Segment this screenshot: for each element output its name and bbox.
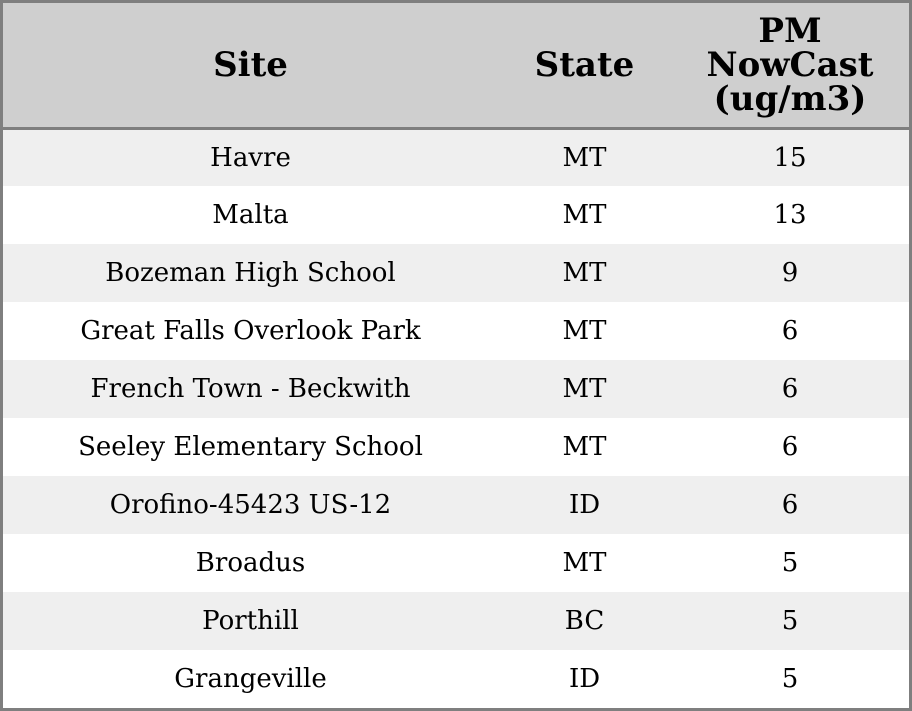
table-row: [3, 360, 909, 418]
header-row: [3, 3, 909, 128]
state-cell: ID: [568, 490, 601, 520]
table-body: [3, 128, 909, 707]
state-cell: ID: [568, 663, 601, 694]
pm-value-cell: 6: [781, 374, 799, 404]
table-row: [3, 650, 909, 707]
header-site-label: Site: [213, 44, 288, 85]
table-row: [3, 534, 909, 592]
pm-value-cell: 5: [781, 606, 799, 636]
table-row: [3, 476, 909, 534]
table-row: [3, 592, 909, 650]
site-cell: Porthill: [202, 606, 299, 636]
state-cell: MT: [562, 200, 607, 230]
state-cell: MT: [562, 374, 607, 404]
pm-value-cell: 6: [781, 490, 799, 520]
table-header: [3, 3, 909, 128]
pm-value-cell: 15: [773, 142, 807, 173]
header-pm-nowcast: [671, 3, 909, 128]
state-cell: MT: [562, 548, 607, 578]
pm-value-cell: 6: [781, 316, 799, 346]
state-cell: MT: [562, 316, 607, 346]
state-cell: MT: [562, 258, 607, 288]
site-cell: Broadus: [195, 548, 306, 578]
header-pm-line-2: NowCast: [706, 44, 874, 85]
state-cell: MT: [562, 142, 607, 173]
site-cell: Bozeman High School: [105, 258, 396, 288]
table-row: [3, 302, 909, 360]
site-cell: Seeley Elementary School: [78, 432, 423, 462]
site-cell: Malta: [212, 200, 289, 230]
pm-value-cell: 6: [781, 432, 799, 462]
pm-value-cell: 5: [781, 548, 799, 578]
header-pm-line-1: PM: [758, 10, 822, 51]
header-state: [498, 3, 671, 128]
pm-nowcast-table: [3, 3, 909, 707]
header-pm-line-3: (ug/m3): [713, 78, 867, 119]
state-cell: MT: [562, 432, 607, 462]
table-row: [3, 418, 909, 476]
site-cell: Havre: [210, 142, 291, 173]
table-row: [3, 244, 909, 302]
table-row: [3, 186, 909, 244]
pm-value-cell: 9: [781, 258, 799, 288]
header-site: [3, 3, 498, 128]
table-row: [3, 128, 909, 186]
header-state-label: State: [534, 44, 635, 85]
site-cell: Orofino-45423 US-12: [109, 490, 392, 520]
site-cell: Grangeville: [174, 663, 327, 694]
pm-value-cell: 5: [781, 663, 799, 694]
site-cell: Great Falls Overlook Park: [80, 316, 421, 346]
state-cell: BC: [564, 606, 605, 636]
site-cell: French Town - Beckwith: [90, 374, 411, 404]
pm-value-cell: 13: [773, 200, 807, 230]
